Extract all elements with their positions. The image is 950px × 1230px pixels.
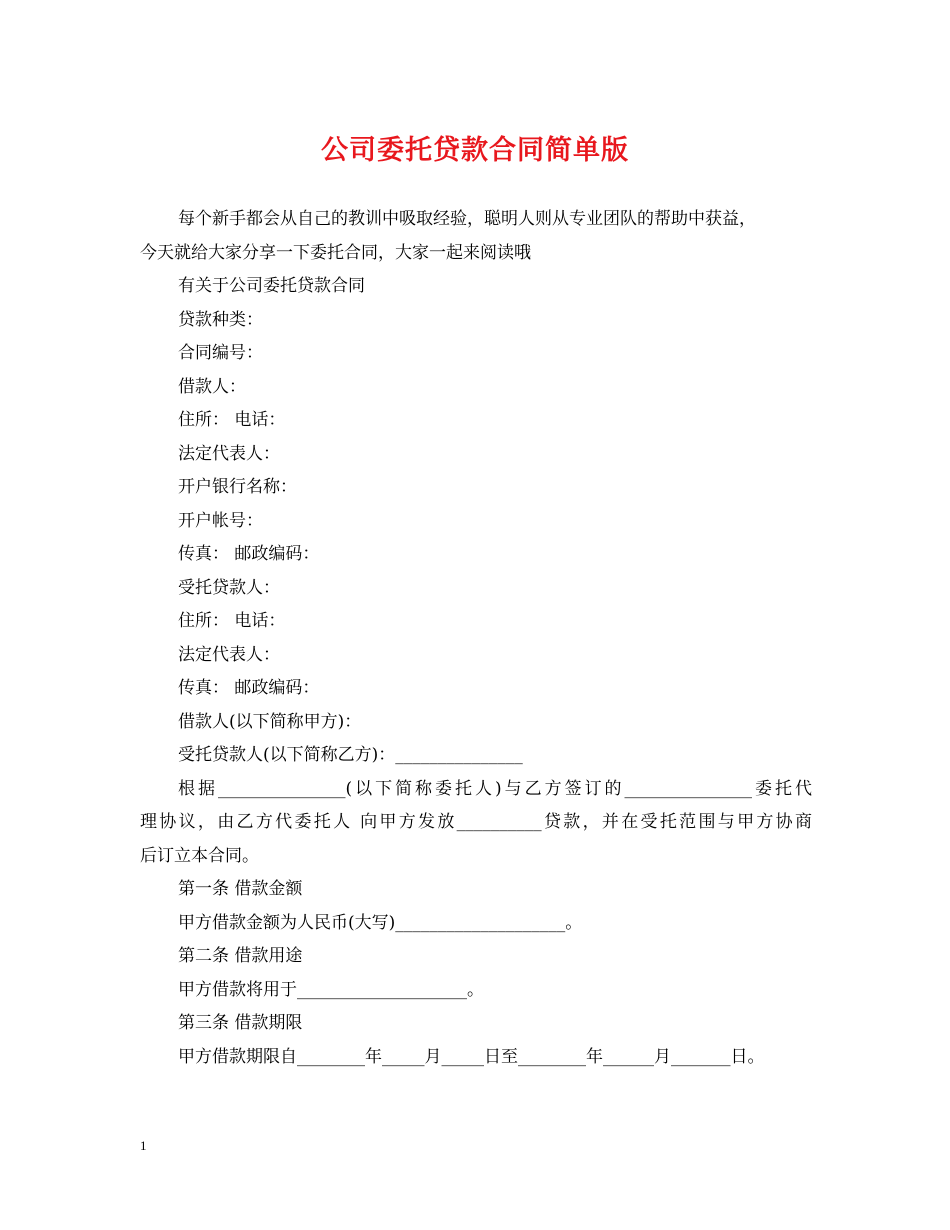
article-2-text: 甲方借款将用于____________________。	[178, 979, 484, 1000]
article-1-text: 甲方借款金额为人民币(大写)____________________。	[178, 912, 583, 933]
borrower-fax-postcode-field: 传真： 邮政编码：	[178, 544, 320, 564]
trustee-legal-rep-field: 法定代表人：	[178, 644, 280, 665]
basis-line-1: 根据_______________(以下简称委托人)与乙方签订的_______________委托代	[178, 778, 812, 799]
article-2-heading: 第二条 借款用途	[178, 946, 303, 966]
intro-line-1: 每个新手都会从自己的教训中吸取经验，聪明人则从专业团队的帮助中获益，	[178, 209, 756, 229]
contract-heading: 有关于公司委托贷款合同	[178, 276, 365, 296]
article-1-heading: 第一条 借款金额	[178, 879, 303, 899]
trustee-fax-postcode-field: 传真： 邮政编码：	[178, 678, 320, 698]
party-b-definition: 受托贷款人(以下简称乙方)：_______________	[178, 745, 523, 765]
document-body	[140, 203, 812, 1074]
page-number: 1	[140, 1138, 147, 1153]
party-a-definition: 借款人(以下简称甲方)：	[178, 711, 362, 732]
trustee-lender-field: 受托贷款人：	[178, 577, 280, 598]
loan-type-field: 贷款种类：	[178, 309, 263, 330]
account-number-field: 开户帐号：	[178, 510, 263, 531]
basis-line-3: 后订立本合同。	[140, 845, 259, 866]
borrower-field: 借款人：	[178, 376, 246, 397]
intro-line-2: 今天就给大家分享一下委托合同，大家一起来阅读哦	[140, 242, 531, 263]
trustee-address-phone-field: 住所： 电话：	[178, 611, 286, 631]
document-title: 公司委托贷款合同简单版	[321, 135, 629, 166]
article-3-text: 甲方借款期限自________年_____月_____日至________年______月_______日。	[178, 1046, 765, 1067]
contract-number-field: 合同编号：	[178, 343, 263, 363]
borrower-legal-rep-field: 法定代表人：	[178, 443, 280, 464]
basis-line-2: 理协议，由乙方代委托人 向甲方发放__________贷款，并在受托范围与甲方协商	[140, 812, 812, 832]
borrower-address-phone-field: 住所： 电话：	[178, 410, 286, 430]
article-3-heading: 第三条 借款期限	[178, 1013, 303, 1033]
bank-name-field: 开户银行名称：	[178, 477, 297, 497]
